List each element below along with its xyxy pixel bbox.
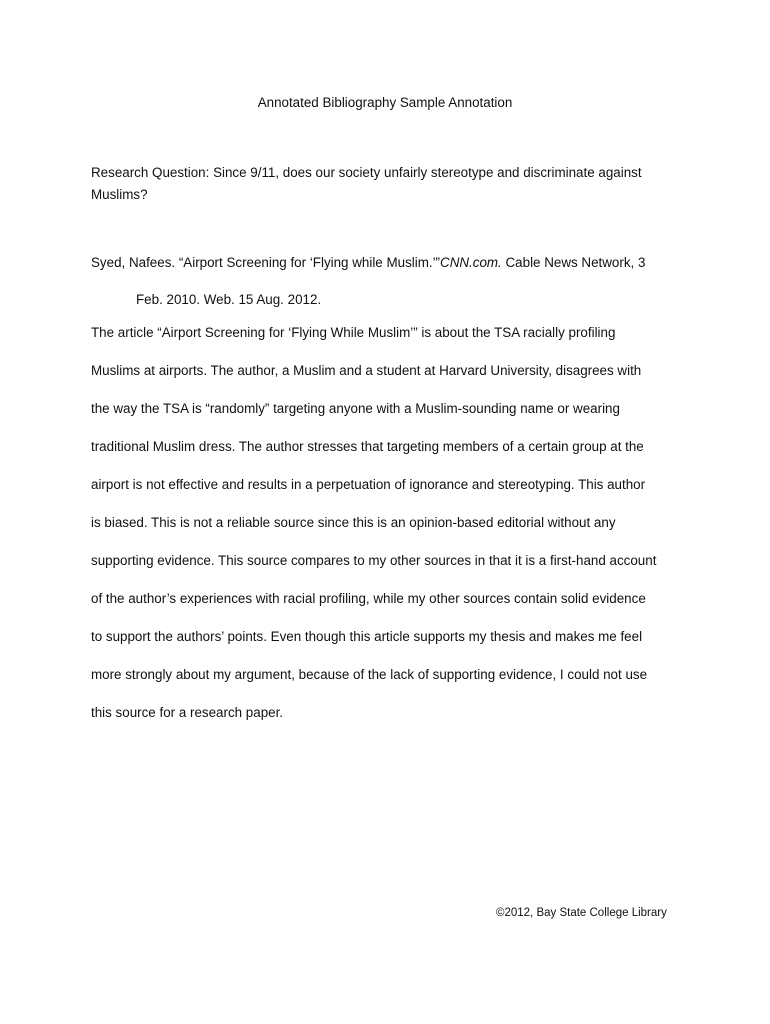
annotation-line: the way the TSA is “randomly” targeting anyone with a Muslim-sounding name or wearing: [91, 401, 620, 416]
citation-line-1: [91, 255, 645, 271]
annotation-line: to support the authors’ points. Even though this article supports my thesis and makes me feel: [91, 629, 643, 644]
citation-publication: CNN.com.: [440, 255, 502, 270]
annotation-line: this source for a research paper.: [91, 705, 284, 720]
citation-publisher: Cable News Network, 3: [501, 255, 646, 270]
annotation-line: airport is not effective and results in a perpetuation of ignorance and stereotyping. This author: [91, 477, 646, 492]
annotation-line: supporting evidence. This source compares to my other sources in that it is a first-hand account: [91, 553, 657, 568]
citation-author-title: Syed, Nafees. “Airport Screening for ‘Flying while Muslim.’”: [91, 255, 441, 270]
annotation-line: more strongly about my argument, because of the lack of supporting evidence, I could not use: [91, 667, 648, 682]
copyright-footer: ©2012, Bay State College Library: [496, 907, 667, 919]
page-title: Annotated Bibliography Sample Annotation: [257, 95, 513, 110]
annotation-line: traditional Muslim dress. The author stresses that targeting members of a certain group at the: [91, 439, 644, 454]
research-question-line-1: Research Question: Since 9/11, does our society unfairly stereotype and discriminate against: [91, 165, 642, 180]
citation-line-2: Feb. 2010. Web. 15 Aug. 2012.: [136, 292, 322, 307]
annotation-line: Muslims at airports. The author, a Muslim and a student at Harvard University, disagrees with: [91, 363, 642, 378]
annotation-line: of the author’s experiences with racial profiling, while my other sources contain solid evidence: [91, 591, 646, 606]
annotation-line: is biased. This is not a reliable source since this is an opinion-based editorial without any: [91, 515, 616, 530]
annotation-line: The article “Airport Screening for ‘Flying While Muslim’” is about the TSA racially profiling: [91, 325, 616, 340]
research-question-line-2: Muslims?: [91, 187, 148, 202]
